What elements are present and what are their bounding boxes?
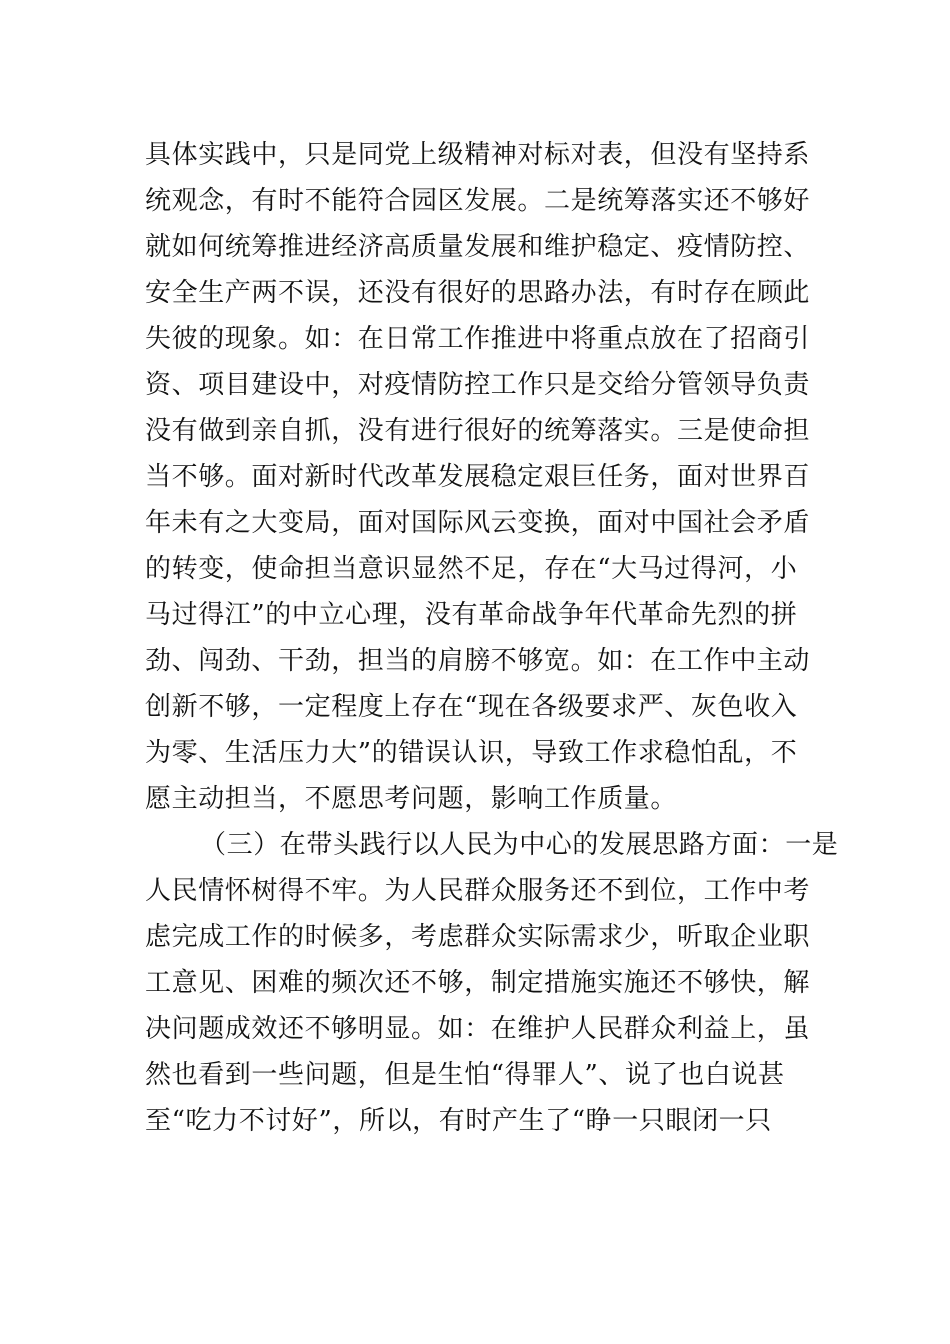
text-line: 然也看到一些问题，但是生怕“得罪人”、说了也白说甚: [145, 1060, 785, 1090]
text-line: 失彼的现象。如：在日常工作推进中将重点放在了招商引: [145, 324, 811, 354]
text-line: 就如何统筹推进经济高质量发展和维护稳定、疫情防控、: [145, 232, 811, 262]
text-line: 资、项目建设中，对疫情防控工作只是交给分管领导负责: [145, 370, 811, 400]
text-line: 当不够。面对新时代改革发展稳定艰巨任务，面对世界百: [145, 462, 811, 492]
text-line: 的转变，使命担当意识显然不足，存在“大马过得河，小: [145, 554, 798, 584]
text-line: 至“吃力不讨好”，所以，有时产生了“睁一只眼闭一只: [145, 1106, 772, 1136]
text-line: 工意见、困难的频次还不够，制定措施实施还不够快，解: [145, 968, 811, 998]
text-line: 为零、生活压力大”的错误认识，导致工作求稳怕乱，不: [145, 738, 798, 768]
text-line: 创新不够，一定程度上存在“现在各级要求严、灰色收入: [145, 692, 798, 722]
text-line: 虑完成工作的时候多，考虑群众实际需求少，听取企业职: [145, 922, 811, 952]
text-line: 安全生产两不误，还没有很好的思路办法，有时存在顾此: [145, 278, 811, 308]
text-line: 决问题成效还不够明显。如：在维护人民群众利益上，虽: [145, 1014, 811, 1044]
text-line: 劲、闯劲、干劲，担当的肩膀不够宽。如：在工作中主动: [145, 646, 811, 676]
text-line: 没有做到亲自抓，没有进行很好的统筹落实。三是使命担: [145, 416, 811, 446]
text-line: 年未有之大变局，面对国际风云变换，面对中国社会矛盾: [145, 508, 811, 538]
text-line: 马过得江”的中立心理，没有革命战争年代革命先烈的拼: [145, 600, 798, 630]
text-line: 人民情怀树得不牢。为人民群众服务还不到位，工作中考: [145, 876, 811, 906]
text-line: 具体实践中，只是同党上级精神对标对表，但没有坚持系: [145, 140, 811, 170]
section-heading-line: （三）在带头践行以人民为中心的发展思路方面：一是: [200, 830, 839, 860]
text-line: 愿主动担当，不愿思考问题，影响工作质量。: [145, 784, 678, 814]
text-line: 统观念，有时不能符合园区发展。二是统筹落实还不够好: [145, 186, 811, 216]
